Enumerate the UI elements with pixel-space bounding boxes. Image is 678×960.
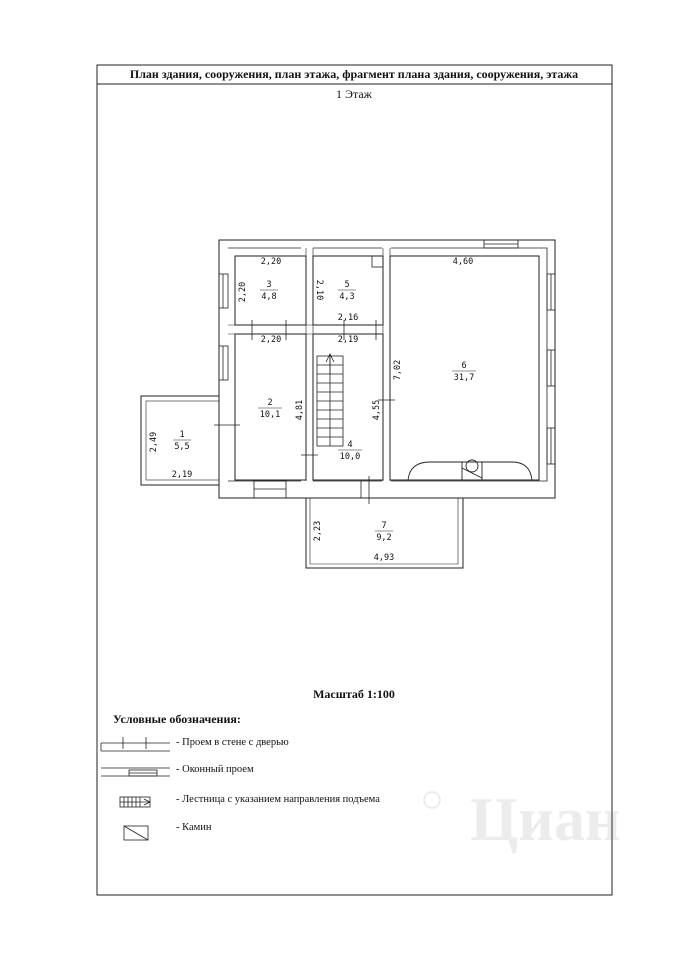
room-5-number: 5 xyxy=(344,280,350,290)
dim-r6-top: 4,60 xyxy=(452,257,474,267)
room-1-area: 5,5 xyxy=(174,442,190,452)
dim-r3-bottom: 2,20 xyxy=(260,335,282,345)
dim-r5-side: 2,10 xyxy=(314,279,324,301)
room-6-area: 31,7 xyxy=(453,373,475,383)
watermark-text: Циан xyxy=(470,786,621,854)
room-5-area: 4,3 xyxy=(339,292,355,302)
dim-hall-top: 2,19 xyxy=(337,335,359,345)
legend-stairs-label: - Лестница с указанием направления подъема xyxy=(176,794,380,805)
dim-r4-side: 4,55 xyxy=(372,399,382,421)
legend-door-label: - Проем в стене с дверью xyxy=(176,737,289,748)
dim-r5-bottom: 2,16 xyxy=(337,313,359,323)
room-4-number: 4 xyxy=(347,440,353,450)
room-labels xyxy=(173,280,476,543)
room-7-area: 9,2 xyxy=(376,533,392,543)
room-1-number: 1 xyxy=(179,430,185,440)
room-5-niche xyxy=(372,256,383,267)
fireplace-icon xyxy=(124,826,148,840)
exterior-wall-outer xyxy=(219,240,555,498)
legend-title: Условные обозначения: xyxy=(113,712,241,726)
dim-r7-bottom: 4,93 xyxy=(373,553,395,563)
room-2-area: 10,1 xyxy=(259,410,281,420)
window-opening-icon xyxy=(101,768,170,776)
sheet-title: План здания, сооружения, план этажа, фрагмент плана здания, сооружения, этажа xyxy=(129,67,579,81)
stairs-icon xyxy=(120,797,150,807)
fireplace xyxy=(408,460,532,480)
dim-r1-side: 2,49 xyxy=(149,431,159,453)
legend-window-label: - Оконный проем xyxy=(176,764,254,775)
stairs xyxy=(317,354,343,446)
dim-r2-side: 4,81 xyxy=(295,399,305,421)
dim-r6-side: 7,02 xyxy=(393,359,403,381)
exterior-wall-inner xyxy=(228,248,547,481)
dim-r1-bottom: 2,19 xyxy=(171,470,193,480)
room-6-number: 6 xyxy=(461,361,467,371)
floor-label: 1 Этаж xyxy=(336,87,372,101)
room-2-number: 2 xyxy=(267,398,273,408)
room-3-number: 3 xyxy=(266,280,272,290)
room-4-area: 10,0 xyxy=(339,452,361,462)
dim-r3-top: 2,20 xyxy=(260,257,282,267)
legend-fireplace-label: - Камин xyxy=(176,822,212,833)
watermark-logo xyxy=(424,786,621,854)
room-3-area: 4,8 xyxy=(261,292,277,302)
room-7-number: 7 xyxy=(381,521,387,531)
scale-label: Масштаб 1:100 xyxy=(313,687,395,701)
dim-r7-side: 2,23 xyxy=(313,520,323,542)
dimension-labels xyxy=(149,257,473,563)
door-opening-icon xyxy=(101,737,170,751)
windows xyxy=(219,240,555,498)
dim-r3-side: 2,20 xyxy=(238,281,248,303)
